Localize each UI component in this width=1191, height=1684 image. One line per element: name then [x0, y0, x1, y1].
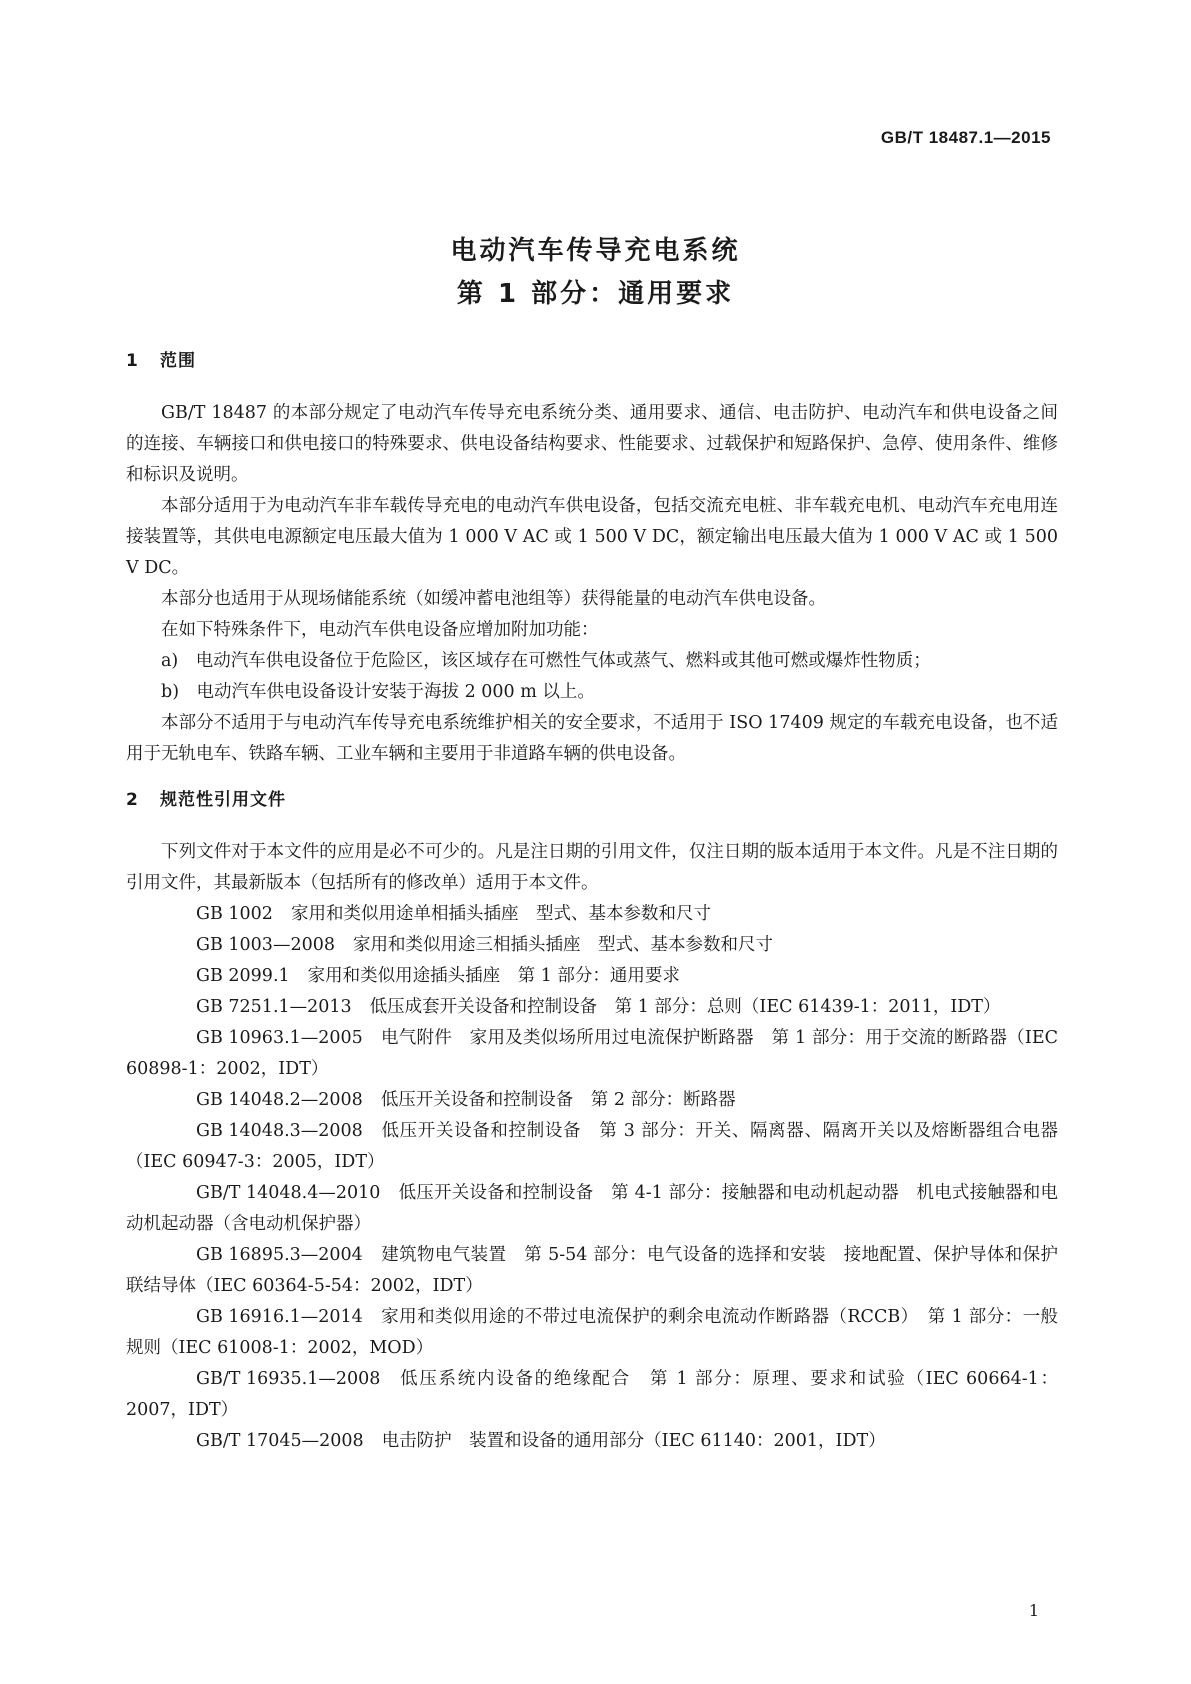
section-body-references	[126, 837, 1058, 1457]
list-item: a) 电动汽车供电设备位于危险区，该区域存在可燃性气体或蒸气、燃料或其他可燃或爆炸性物质；	[161, 651, 931, 671]
reference-title: 低压成套开关设备和控制设备 第 1 部分：总则（IEC 61439-1：2011，IDT）	[369, 997, 1001, 1017]
document-title: 电动汽车传导充电系统	[450, 236, 741, 266]
reference-code: GB 10963.1—2005	[196, 1028, 363, 1048]
reference-title: 电气附件 家用及类似场所用过电流保护断路器 第 1 部分：用于交流的断路器（IEC 60898-1：2002，IDT）	[126, 1028, 1058, 1079]
reference-title: 建筑物电气装置 第 5-54 部分：电气设备的选择和安装 接地配置、保护导体和保护联结导体（IEC 60364-5-54：2002，IDT）	[126, 1245, 1058, 1296]
reference-code: GB 1002	[196, 904, 273, 924]
paragraph: 本部分也适用于从现场储能系统（如缓冲蓄电池组等）获得能量的电动汽车供电设备。	[161, 589, 826, 609]
reference-item	[126, 961, 1058, 992]
reference-item	[126, 1240, 1058, 1302]
paragraph: GB/T 18487 的本部分规定了电动汽车传导充电系统分类、通用要求、通信、电击防护、电动汽车和供电设备之间的连接、车辆接口和供电接口的特殊要求、供电设备结构要求、性能要求、过载保护和短路保护、急停、使用条件、维修和标识及说明。	[126, 403, 1058, 485]
paragraph: 本部分不适用于与电动汽车传导充电系统维护相关的安全要求，不适用于 ISO 17409 规定的车载充电设备，也不适用于无轨电车、铁路车辆、工业车辆和主要用于非道路车辆的供电设备。	[126, 713, 1058, 764]
reference-title: 电击防护 装置和设备的通用部分（IEC 61140：2001，IDT）	[381, 1431, 886, 1451]
paragraph: 下列文件对于本文件的应用是必不可少的。凡是注日期的引用文件，仅注日期的版本适用于本文件。凡是不注日期的引用文件，其最新版本（包括所有的修改单）适用于本文件。	[126, 842, 1058, 893]
reference-code: GB/T 16935.1—2008	[196, 1369, 381, 1389]
reference-code: GB 16916.1—2014	[196, 1307, 363, 1327]
page-number: 1	[1028, 1601, 1039, 1620]
reference-title: 家用和类似用途插头插座 第 1 部分：通用要求	[307, 966, 680, 986]
reference-item	[126, 1178, 1058, 1240]
section-title: 范围	[160, 351, 196, 371]
list-item: b) 电动汽车供电设备设计安装于海拔 2 000 m 以上。	[161, 682, 595, 702]
reference-code: GB 1003—2008	[196, 935, 335, 955]
paragraph: 本部分适用于为电动汽车非车载传导充电的电动汽车供电设备，包括交流充电桩、非车载充电机、电动汽车充电用连接装置等，其供电电源额定电压最大值为 1 000 V AC 或 1 500 V DC，额定输出电压最大值为 1 000 V AC 或 1 500 V DC。	[126, 496, 1058, 578]
reference-item	[126, 1023, 1058, 1085]
reference-code: GB/T 17045—2008	[196, 1431, 364, 1451]
reference-item	[126, 930, 1058, 961]
reference-item	[126, 1364, 1058, 1426]
reference-title: 家用和类似用途单相插头插座 型式、基本参数和尺寸	[290, 904, 711, 924]
paragraph: 在如下特殊条件下，电动汽车供电设备应增加附加功能：	[161, 620, 599, 640]
reference-item	[126, 1302, 1058, 1364]
section-heading-normative-references	[126, 785, 286, 810]
reference-title: 低压开关设备和控制设备 第 4-1 部分：接触器和电动机起动器 机电式接触器和电动机起动器（含电动机保护器）	[126, 1183, 1058, 1234]
section-heading-scope	[126, 346, 196, 371]
reference-title: 低压系统内设备的绝缘配合 第 1 部分：原理、要求和试验（IEC 60664-1：2007，IDT）	[126, 1369, 1058, 1420]
reference-code: GB 16895.3—2004	[196, 1245, 363, 1265]
reference-code: GB/T 14048.4—2010	[196, 1183, 381, 1203]
reference-item	[126, 992, 1058, 1023]
section-number: 1	[126, 351, 139, 371]
reference-title: 低压开关设备和控制设备 第 3 部分：开关、隔离器、隔离开关以及熔断器组合电器（IEC 60947-3：2005，IDT）	[126, 1121, 1058, 1172]
section-title: 规范性引用文件	[160, 790, 286, 810]
section-number: 2	[126, 790, 139, 810]
reference-title: 家用和类似用途三相插头插座 型式、基本参数和尺寸	[352, 935, 773, 955]
reference-title: 家用和类似用途的不带过电流保护的剩余电流动作断路器（RCCB） 第 1 部分：一般规则（IEC 61008-1：2002，MOD）	[126, 1307, 1058, 1358]
reference-code: GB 14048.3—2008	[196, 1121, 363, 1141]
standard-code: GB/T 18487.1—2015	[880, 128, 1051, 147]
reference-title: 低压开关设备和控制设备 第 2 部分：断路器	[380, 1090, 736, 1110]
reference-item	[126, 1085, 1058, 1116]
reference-code: GB 14048.2—2008	[196, 1090, 363, 1110]
document-subtitle: 第 1 部分：通用要求	[456, 279, 735, 309]
section-body-scope	[126, 398, 1058, 770]
reference-item	[126, 899, 1058, 930]
reference-code: GB 2099.1	[196, 966, 290, 986]
reference-code: GB 7251.1—2013	[196, 997, 352, 1017]
reference-item	[126, 1426, 1058, 1457]
reference-item	[126, 1116, 1058, 1178]
